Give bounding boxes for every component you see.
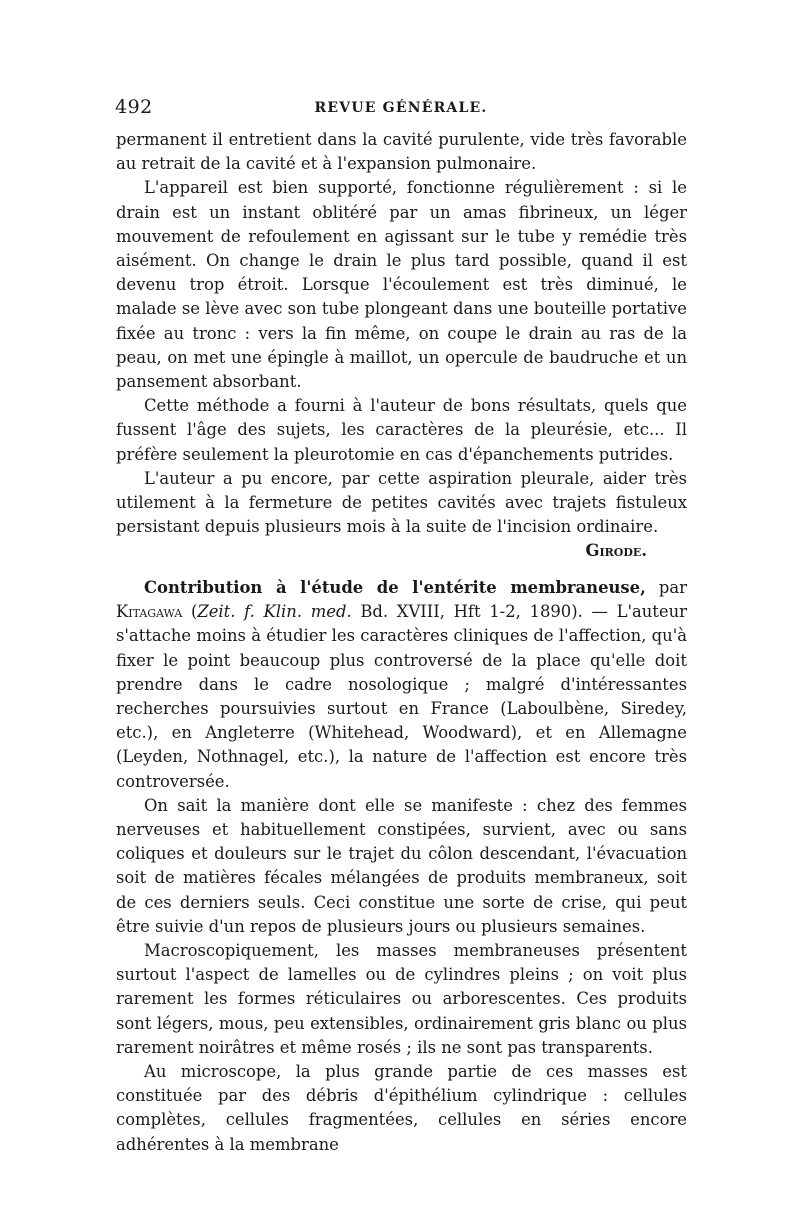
paragraph: Au microscope, la plus grande partie de ces masses est constituée par des débris d'épithélium cylindrique : cellules complètes, cellules fragmentées, cellules en séries encore adhérentes à la membrane [116,1062,687,1154]
article-title: Contribution à l'étude de l'entérite membraneuse, [144,578,646,597]
page-header [115,96,687,124]
paragraph: L'appareil est bien supporté, fonctionne régulièrement : si le drain est un instant oblitéré par un amas fibrineux, un léger mouvement de refoulement en agissant sur le tube y remédie très aisément. On change le drain le plus tard possible, quand il est devenu trop étroit. Lorsque l'écoulement est très diminué, le malade se lève avec son tube plongeant dans une bouteille portative fixée au tronc : vers la fin même, on coupe le drain au ras de la peau, on met une épingle à maillot, un opercule de baudruche et un pansement absorbant. [116,178,687,392]
author-signature: Girode. [585,541,647,561]
paragraph: permanent il entretient dans la cavité purulente, vide très favorable au retrait de la cavité et à l'expansion pulmonaire. [116,130,687,174]
citation-journal: Zeit. f. Klin. med. [197,602,352,622]
article-2-lead-paragraph [116,576,687,794]
article-1-body [116,128,687,564]
byline-connector: par [645,578,687,597]
paragraph: L'auteur a pu encore, par cette aspiration pleurale, aider très utilement à la fermeture de petites cavités avec trajets fistuleux persistant depuis plusieurs mois à la suite de l'incision ordinaire. [116,468,687,537]
article-2-body [116,576,687,1157]
citation-open: ( [182,602,198,622]
paragraph: On sait la manière dont elle se manifeste : chez des femmes nerveuses et habituellement constipées, survient, avec ou sans coliques et douleurs sur le trajet du côlon descendant, l'évacuation soit de matières fécales mélangées de produits membraneux, soit de ces derniers seuls. Ceci constitue une sorte de crise, qui peut être suivie d'un repos de plusieurs jours ou plusieurs semaines. [116,795,687,936]
article-author: Kitagawa [116,602,183,622]
lead-text: — L'auteur s'attache moins à étudier les caractères cliniques de l'affection, qu'à fixer le point beaucoup plus controversé de la place qu'elle doit prendre dans le cadre nosologique ; malgré d'intéressantes recherches poursuivies surtout en France (Laboulbène, Siredey, etc.), en Angleterre (Whitehead, Woodward), et en Allemagne (Leyden, Nothnagel, etc.), la nature de l'affection est encore très controversée. [116,602,687,791]
citation-details: Bd. XVIII, Hft 1-2, 1890). [351,602,583,622]
page-number: 492 [115,96,153,118]
paragraph: Macroscopiquement, les masses membraneuses présentent surtout l'aspect de lamelles ou de cylindres pleins ; on voit plus rarement les formes réticulaires ou arborescentes. Ces produits sont légers, mous, peu extensibles, ordinairement gris blanc ou plus rarement noirâtres et même rosés ; ils ne sont pas transparents. [116,941,687,1057]
paragraph: Cette méthode a fourni à l'auteur de bons résultats, quels que fussent l'âge des sujets, les caractères de la pleurésie, etc... Il préfère seulement la pleurotomie en cas d'épanchements putrides. [116,396,687,464]
running-title: REVUE GÉNÉRALE. [314,100,488,116]
